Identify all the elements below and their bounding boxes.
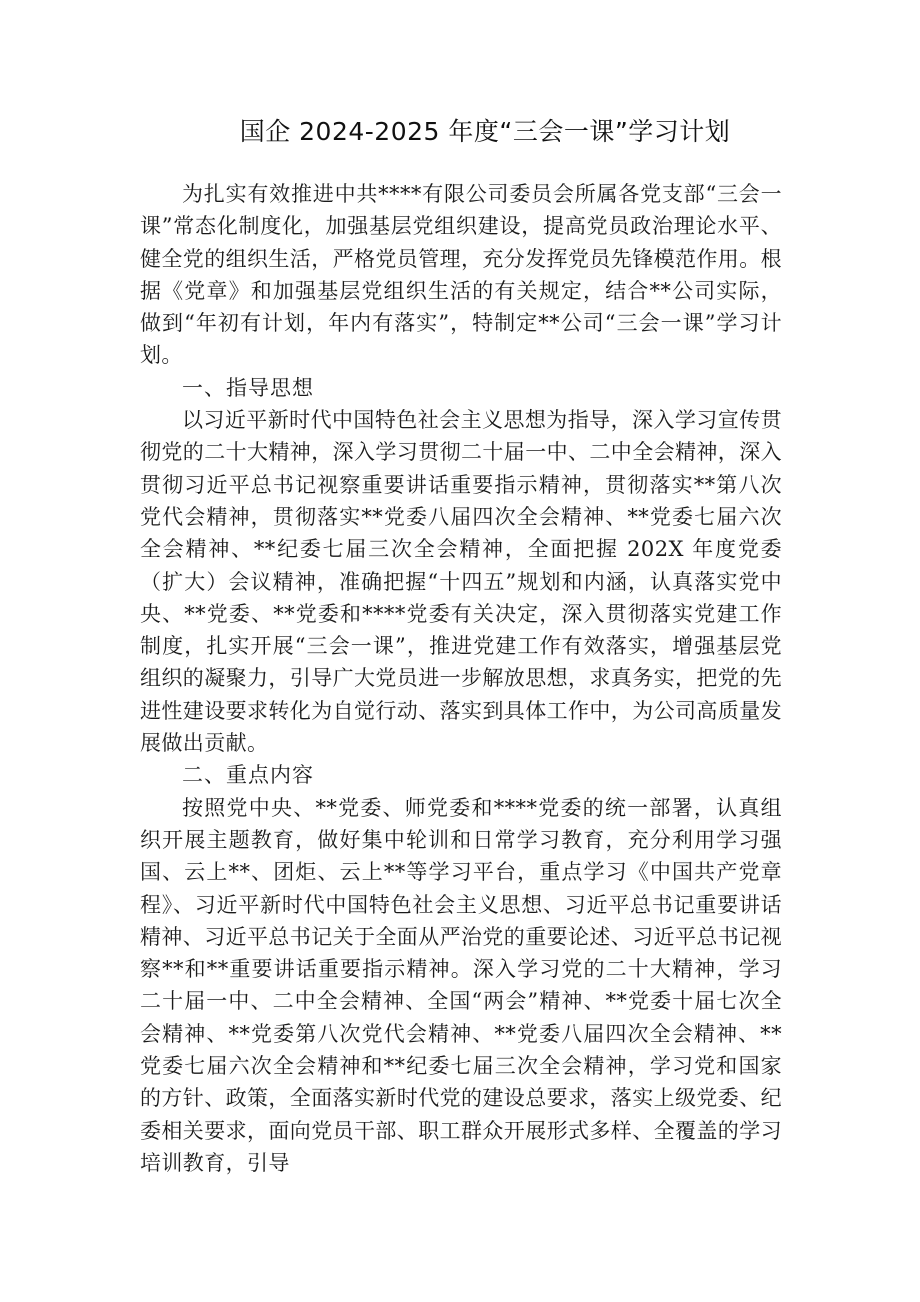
section-paragraph-guiding-ideology: 以习近平新时代中国特色社会主义思想为指导，深入学习宣传贯彻党的二十大精神，深入学习贯彻二十届一中、二中全会精神，深入贯彻习近平总书记视察重要讲话重要指示精神，贯彻落实**第八次党代会精神，贯彻落实**党委八届四次全会精神、**党委七届六次全会精神、**纪委七届三次全会精神，全面把握 202X 年度党委（扩大）会议精神，准确把握“十四五”规划和内涵，认真落实党中央、**党委、**党委和****党委有关决定，深入贯彻落实党建工作制度，扎实开展“三会一课”，推进党建工作有效落实，增强基层党组织的凝聚力，引导广大党员进一步解放思想，求真务实，把党的先进性建设要求转化为自觉行动、落实到具体工作中，为公司高质量发展做出贡献。 (140, 408, 782, 756)
section-paragraph-key-content: 按照党中央、**党委、师党委和****党委的统一部署，认真组织开展主题教育，做好集中轮训和日常学习教育，充分利用学习强国、云上**、团炬、云上**等学习平台，重点学习《中国共产党章程》、习近平新时代中国特色社会主义思想、习近平总书记重要讲话精神、习近平总书记关于全面从严治党的重要论述、习近平总书记视察**和**重要讲话重要指示精神。深入学习党的二十大精神，学习二十届一中、二中全会精神、全国“两会”精神、**党委十届七次全会精神、**党委第八次党代会精神、**党委八届四次全会精神、**党委七届六次全会精神和**纪委七届三次全会精神，学习党和国家的方针、政策，全面落实新时代党的建设总要求，落实上级党委、纪委相关要求，面向党员干部、职工群众开展形式多样、全覆盖的学习培训教育，引导 (140, 795, 782, 1175)
section-heading-key-content: 二、重点内容 (182, 763, 314, 788)
section-heading-guiding-ideology: 一、指导思想 (182, 375, 314, 400)
intro-paragraph: 为扎实有效推进中共****有限公司委员会所属各党支部“三会一课”常态化制度化，加强基层党组织建设，提高党员政治理论水平、健全党的组织生活，严格党员管理，充分发挥党员先锋模范作用。根据《党章》和加强基层党组织生活的有关规定，结合**公司实际，做到“年初有计划，年内有落实”，特制定**公司“三会一课”学习计划。 (140, 182, 782, 368)
document-title: 国企 2024-2025 年度“三会一课”学习计划 (239, 117, 731, 146)
document-body (140, 178, 782, 1179)
